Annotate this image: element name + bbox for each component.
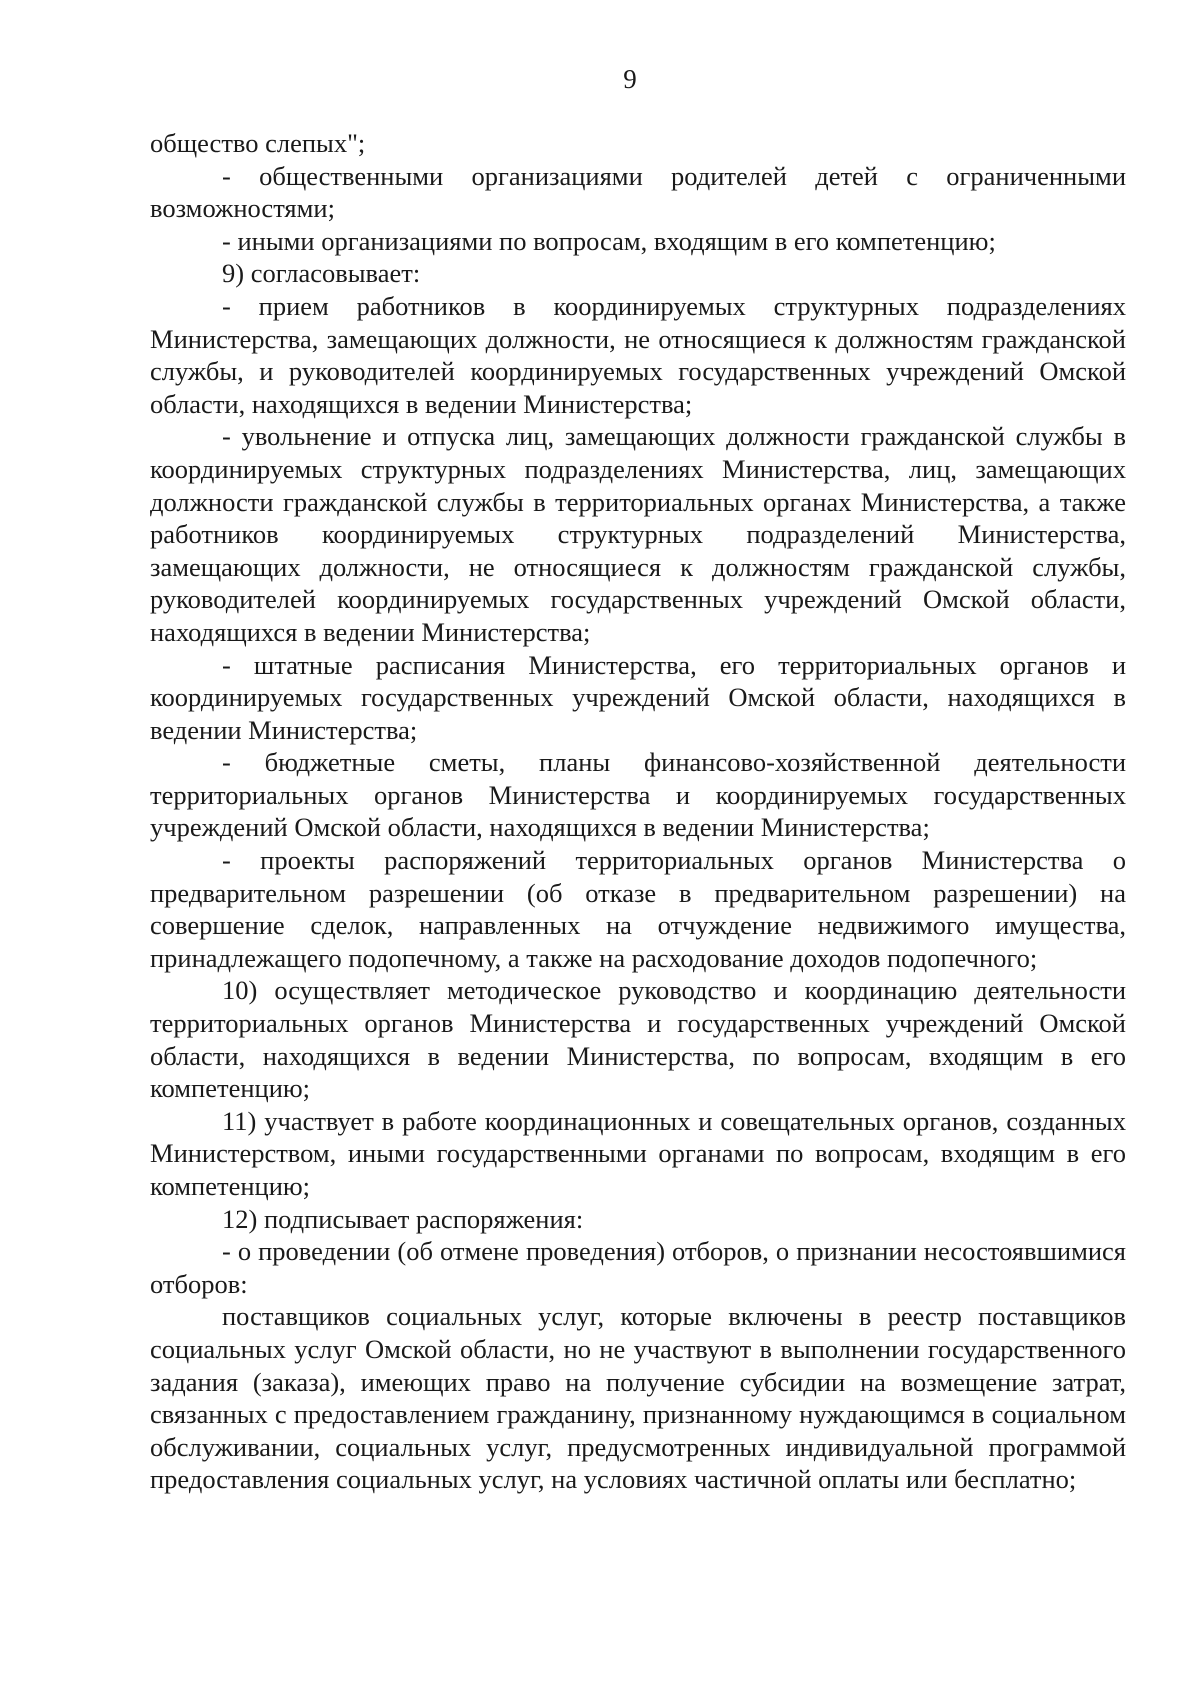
- paragraph: поставщиков социальных услуг, которые включены в реестр поставщиков социальных услуг Омской области, но не участвуют в выполнении государственного задания (заказа), имеющих право на получение субсидии на возмещение затрат, связанных с предоставлением гражданину, признанному нуждающимся в социальном обслуживании, социальных услуг, предусмотренных индивидуальной программой предоставления социальных услуг, на условиях частичной оплаты или бесплатно;: [150, 1301, 1126, 1495]
- paragraph: - увольнение и отпуска лиц, замещающих должности гражданской службы в координируемых структурных подразделениях Министерства, лиц, замещающих должности гражданской службы в территориальных органах Министерства, а также работников координируемых структурных подразделений Министерства, замещающих должности, не относящиеся к должностям гражданской службы, руководителей координируемых государственных учреждений Омской области, находящихся в ведении Министерства;: [150, 421, 1126, 647]
- paragraph: - иными организациями по вопросам, входящим в его компетенцию;: [222, 225, 996, 256]
- paragraph: - проекты распоряжений территориальных органов Министерства о предварительном разрешении (об отказе в предварительном разрешении) на совершение сделок, направленных на отчуждение недвижимого имущества, принадлежащего подопечному, а также на расходование доходов подопечного;: [150, 845, 1126, 973]
- paragraph: - о проведении (об отмене проведения) отборов, о признании несостоявшимися отборов:: [150, 1236, 1126, 1299]
- paragraph: общество слепых";: [150, 128, 366, 158]
- paragraph: 9) согласовывает:: [222, 258, 421, 289]
- page-number: 9: [623, 64, 637, 94]
- paragraph: 10) осуществляет методическое руководство и координацию деятельности территориальных органов Министерства и государственных учреждений Омской области, находящихся в ведении Министерства, по вопросам, входящим в его компетенцию;: [150, 975, 1126, 1104]
- document-body: [150, 127, 1126, 1496]
- paragraph: - бюджетные сметы, планы финансово-хозяйственной деятельности территориальных органов Министерства и координируемых государственных учреждений Омской области, находящихся в ведении Министерства;: [150, 747, 1126, 843]
- paragraph: - прием работников в координируемых структурных подразделениях Министерства, замещающих должности, не относящиеся к должностям гражданской службы, и руководителей координируемых государственных учреждений Омской области, находящихся в ведении Министерства;: [150, 290, 1126, 419]
- paragraph: 12) подписывает распоряжения:: [222, 1203, 584, 1234]
- paragraph: - общественными организациями родителей детей с ограниченными возможностями;: [150, 160, 1126, 224]
- paragraph: 11) участвует в работе координационных и совещательных органов, созданных Министерством, иными государственными органами по вопросам, входящим в его компетенцию;: [150, 1105, 1126, 1201]
- paragraph: - штатные расписания Министерства, его территориальных органов и координируемых государственных учреждений Омской области, находящихся в ведении Министерства;: [150, 649, 1126, 745]
